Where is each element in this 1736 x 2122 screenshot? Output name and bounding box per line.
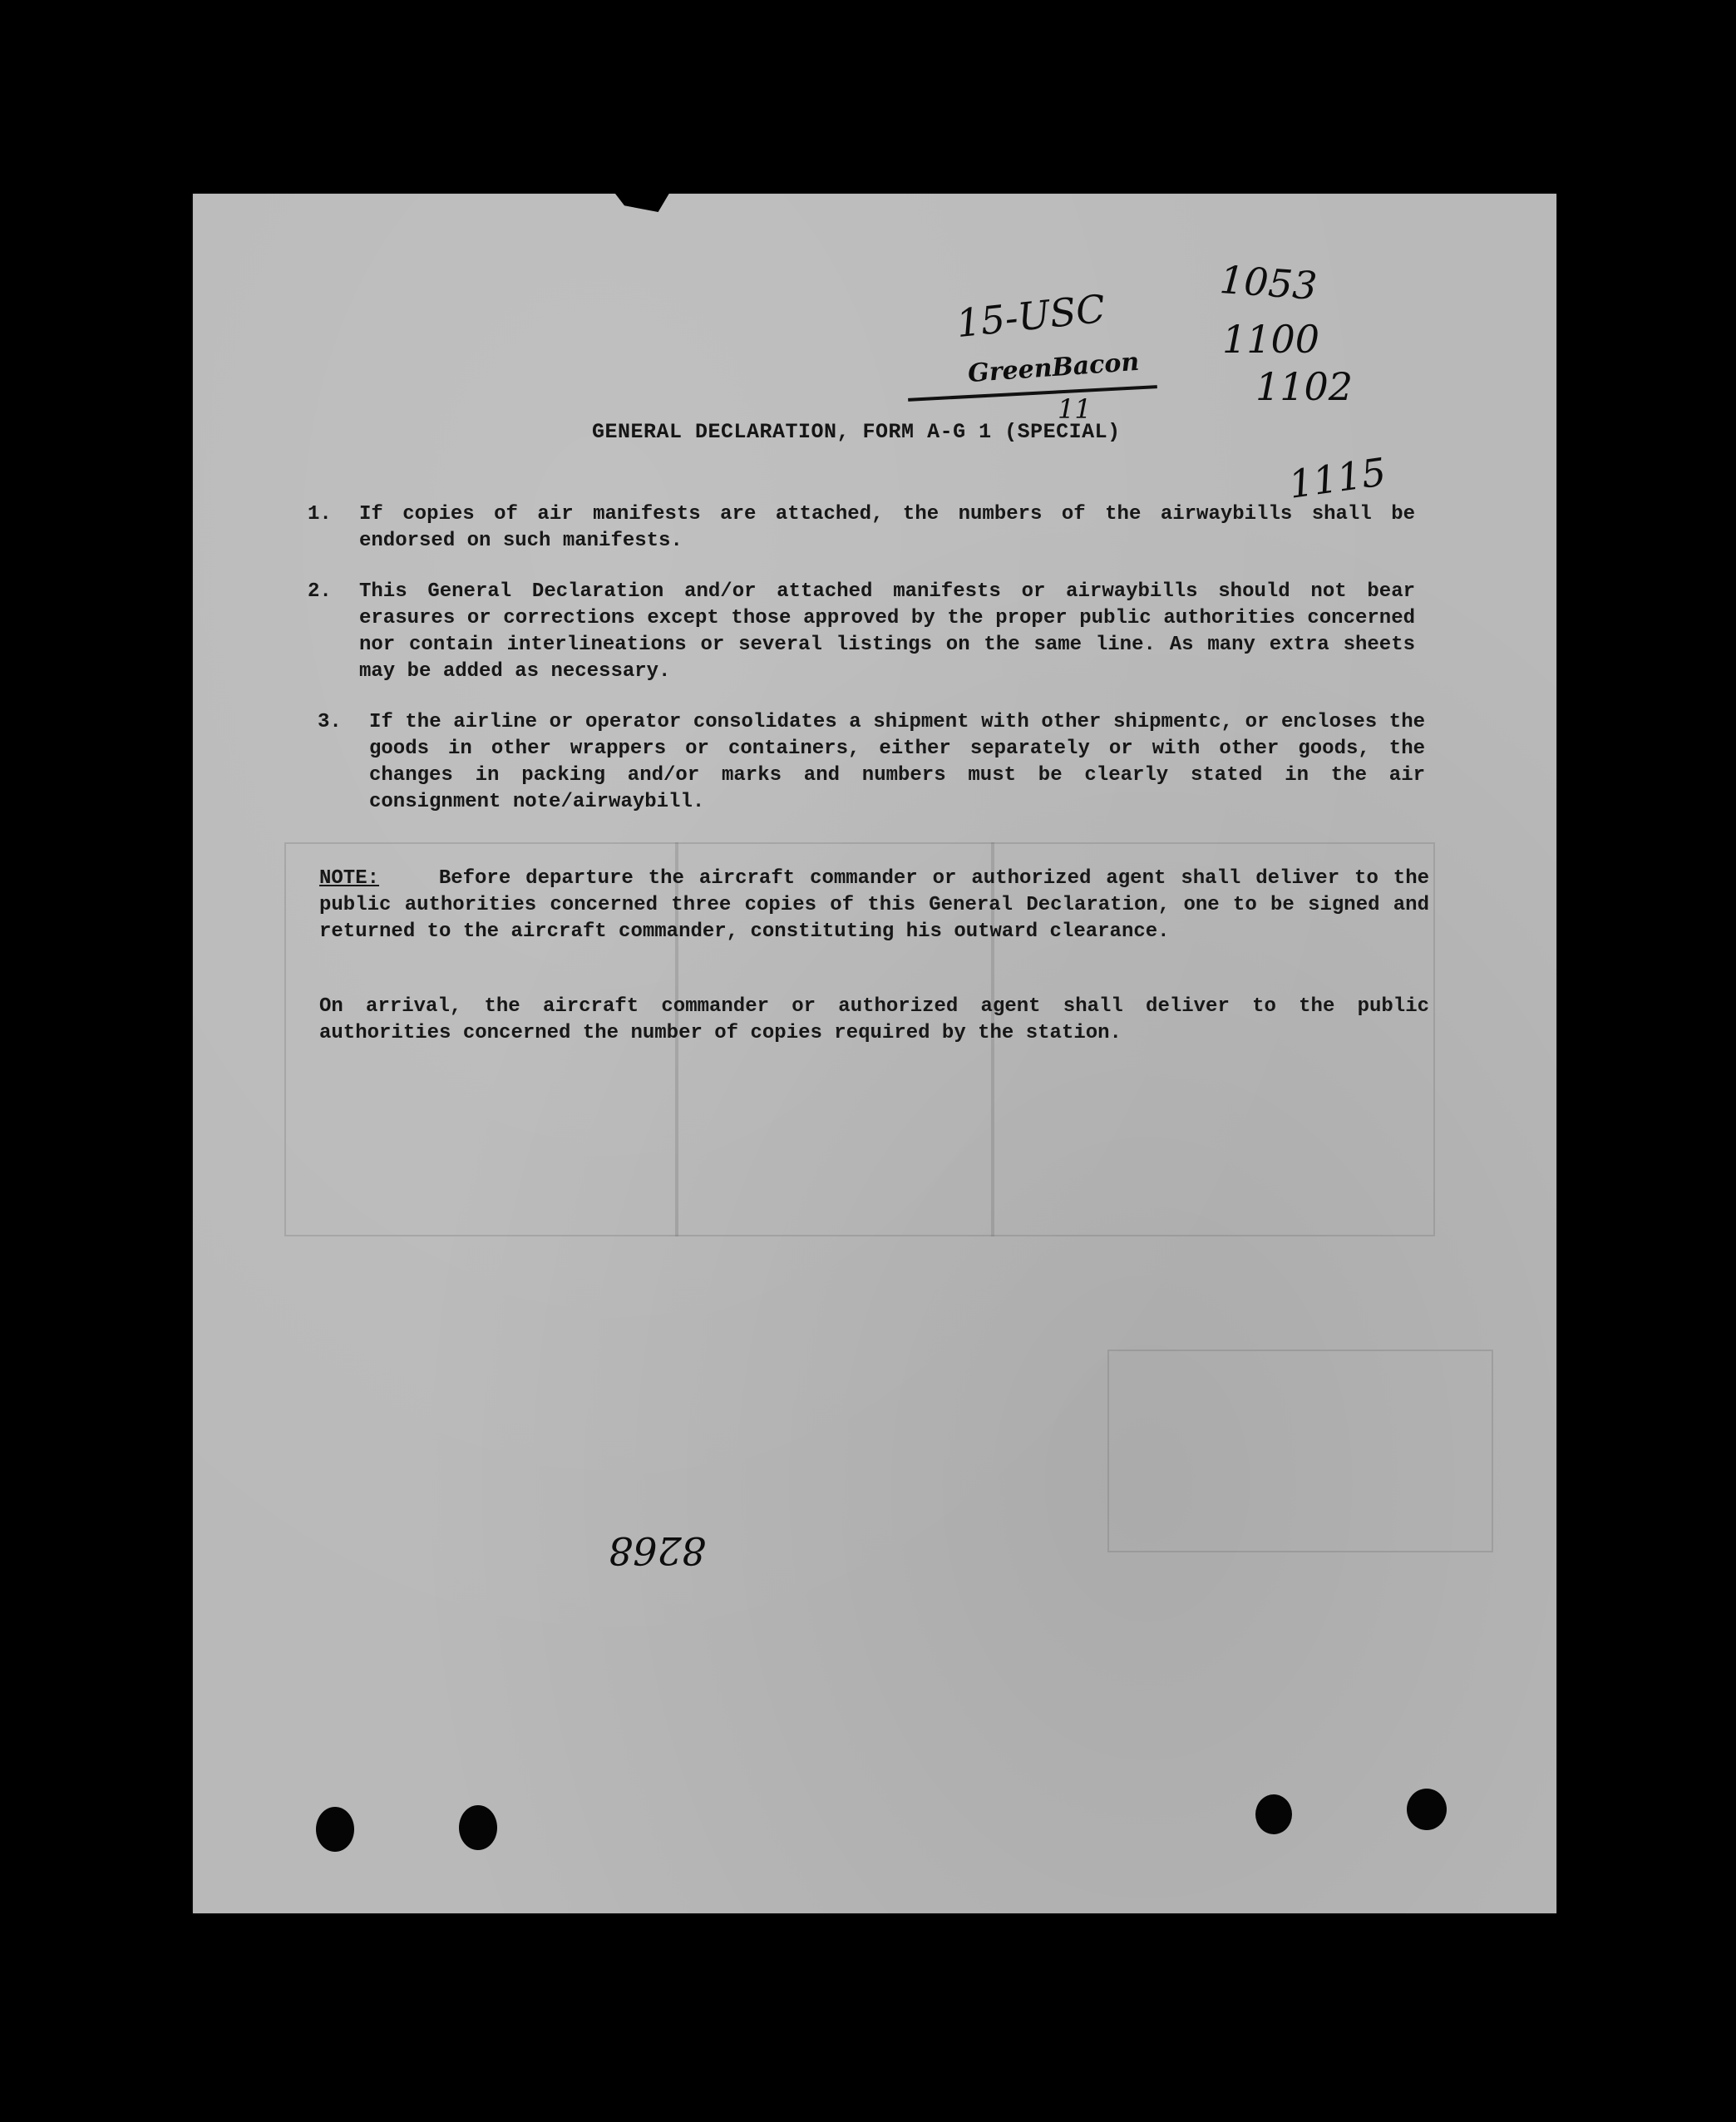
- handwritten-time: 1102: [1255, 364, 1354, 409]
- item-text: If copies of air manifests are attached, the numbers of the airwaybills shall be endorsed on such manifests.: [359, 503, 1415, 552]
- item-number: 1.: [308, 503, 332, 526]
- form-title: GENERAL DECLARATION, FORM A-G 1 (SPECIAL): [592, 420, 1121, 444]
- handwritten-code: 15-USC: [954, 285, 1107, 347]
- punch-hole: [1255, 1794, 1292, 1834]
- handwritten-strike-line: [908, 385, 1157, 402]
- note-paragraph: [319, 866, 1429, 945]
- item-number: 2.: [308, 580, 332, 603]
- punch-hole: [1407, 1789, 1447, 1830]
- handwritten-name: GreenBacon: [967, 347, 1141, 389]
- page-notch: [613, 190, 671, 212]
- bleed-through-box: [1107, 1350, 1493, 1552]
- handwritten-number: 8268: [609, 1528, 707, 1573]
- punch-hole: [459, 1805, 497, 1850]
- punch-hole: [316, 1807, 354, 1852]
- handwritten-mark: 11: [1058, 393, 1092, 425]
- handwritten-time: 1053: [1218, 256, 1319, 309]
- handwritten-time: 1100: [1222, 317, 1320, 362]
- note-label: NOTE:: [319, 867, 380, 890]
- item-number: 3.: [318, 711, 342, 733]
- item-text: This General Declaration and/or attached manifests or airwaybills should not bear erasures or corrections except those approved by the proper public authorities concerned nor contain interlineations or several listings on the same line. As many extra sheets may be added as necessary.: [359, 580, 1415, 683]
- arrival-paragraph: On arrival, the aircraft commander or authorized agent shall deliver to the public authorities concerned the number of copies required by the station.: [319, 995, 1429, 1044]
- item-text: If the airline or operator consolidates a shipment with other shipmentc, or encloses the goods in other wrappers or containers, either separately or with other goods, the changes in packing and/or marks and numbers must be clearly stated in the air consignment note/airwaybill.: [369, 711, 1425, 813]
- handwritten-time: 1115: [1285, 449, 1389, 507]
- note-text: Before departure the aircraft commander or authorized agent shall deliver to the public authorities concerned three copies of this General Declaration, one to be signed and returned to the aircraft commander, constituting his outward clearance.: [319, 867, 1430, 943]
- document-page: [193, 194, 1556, 1913]
